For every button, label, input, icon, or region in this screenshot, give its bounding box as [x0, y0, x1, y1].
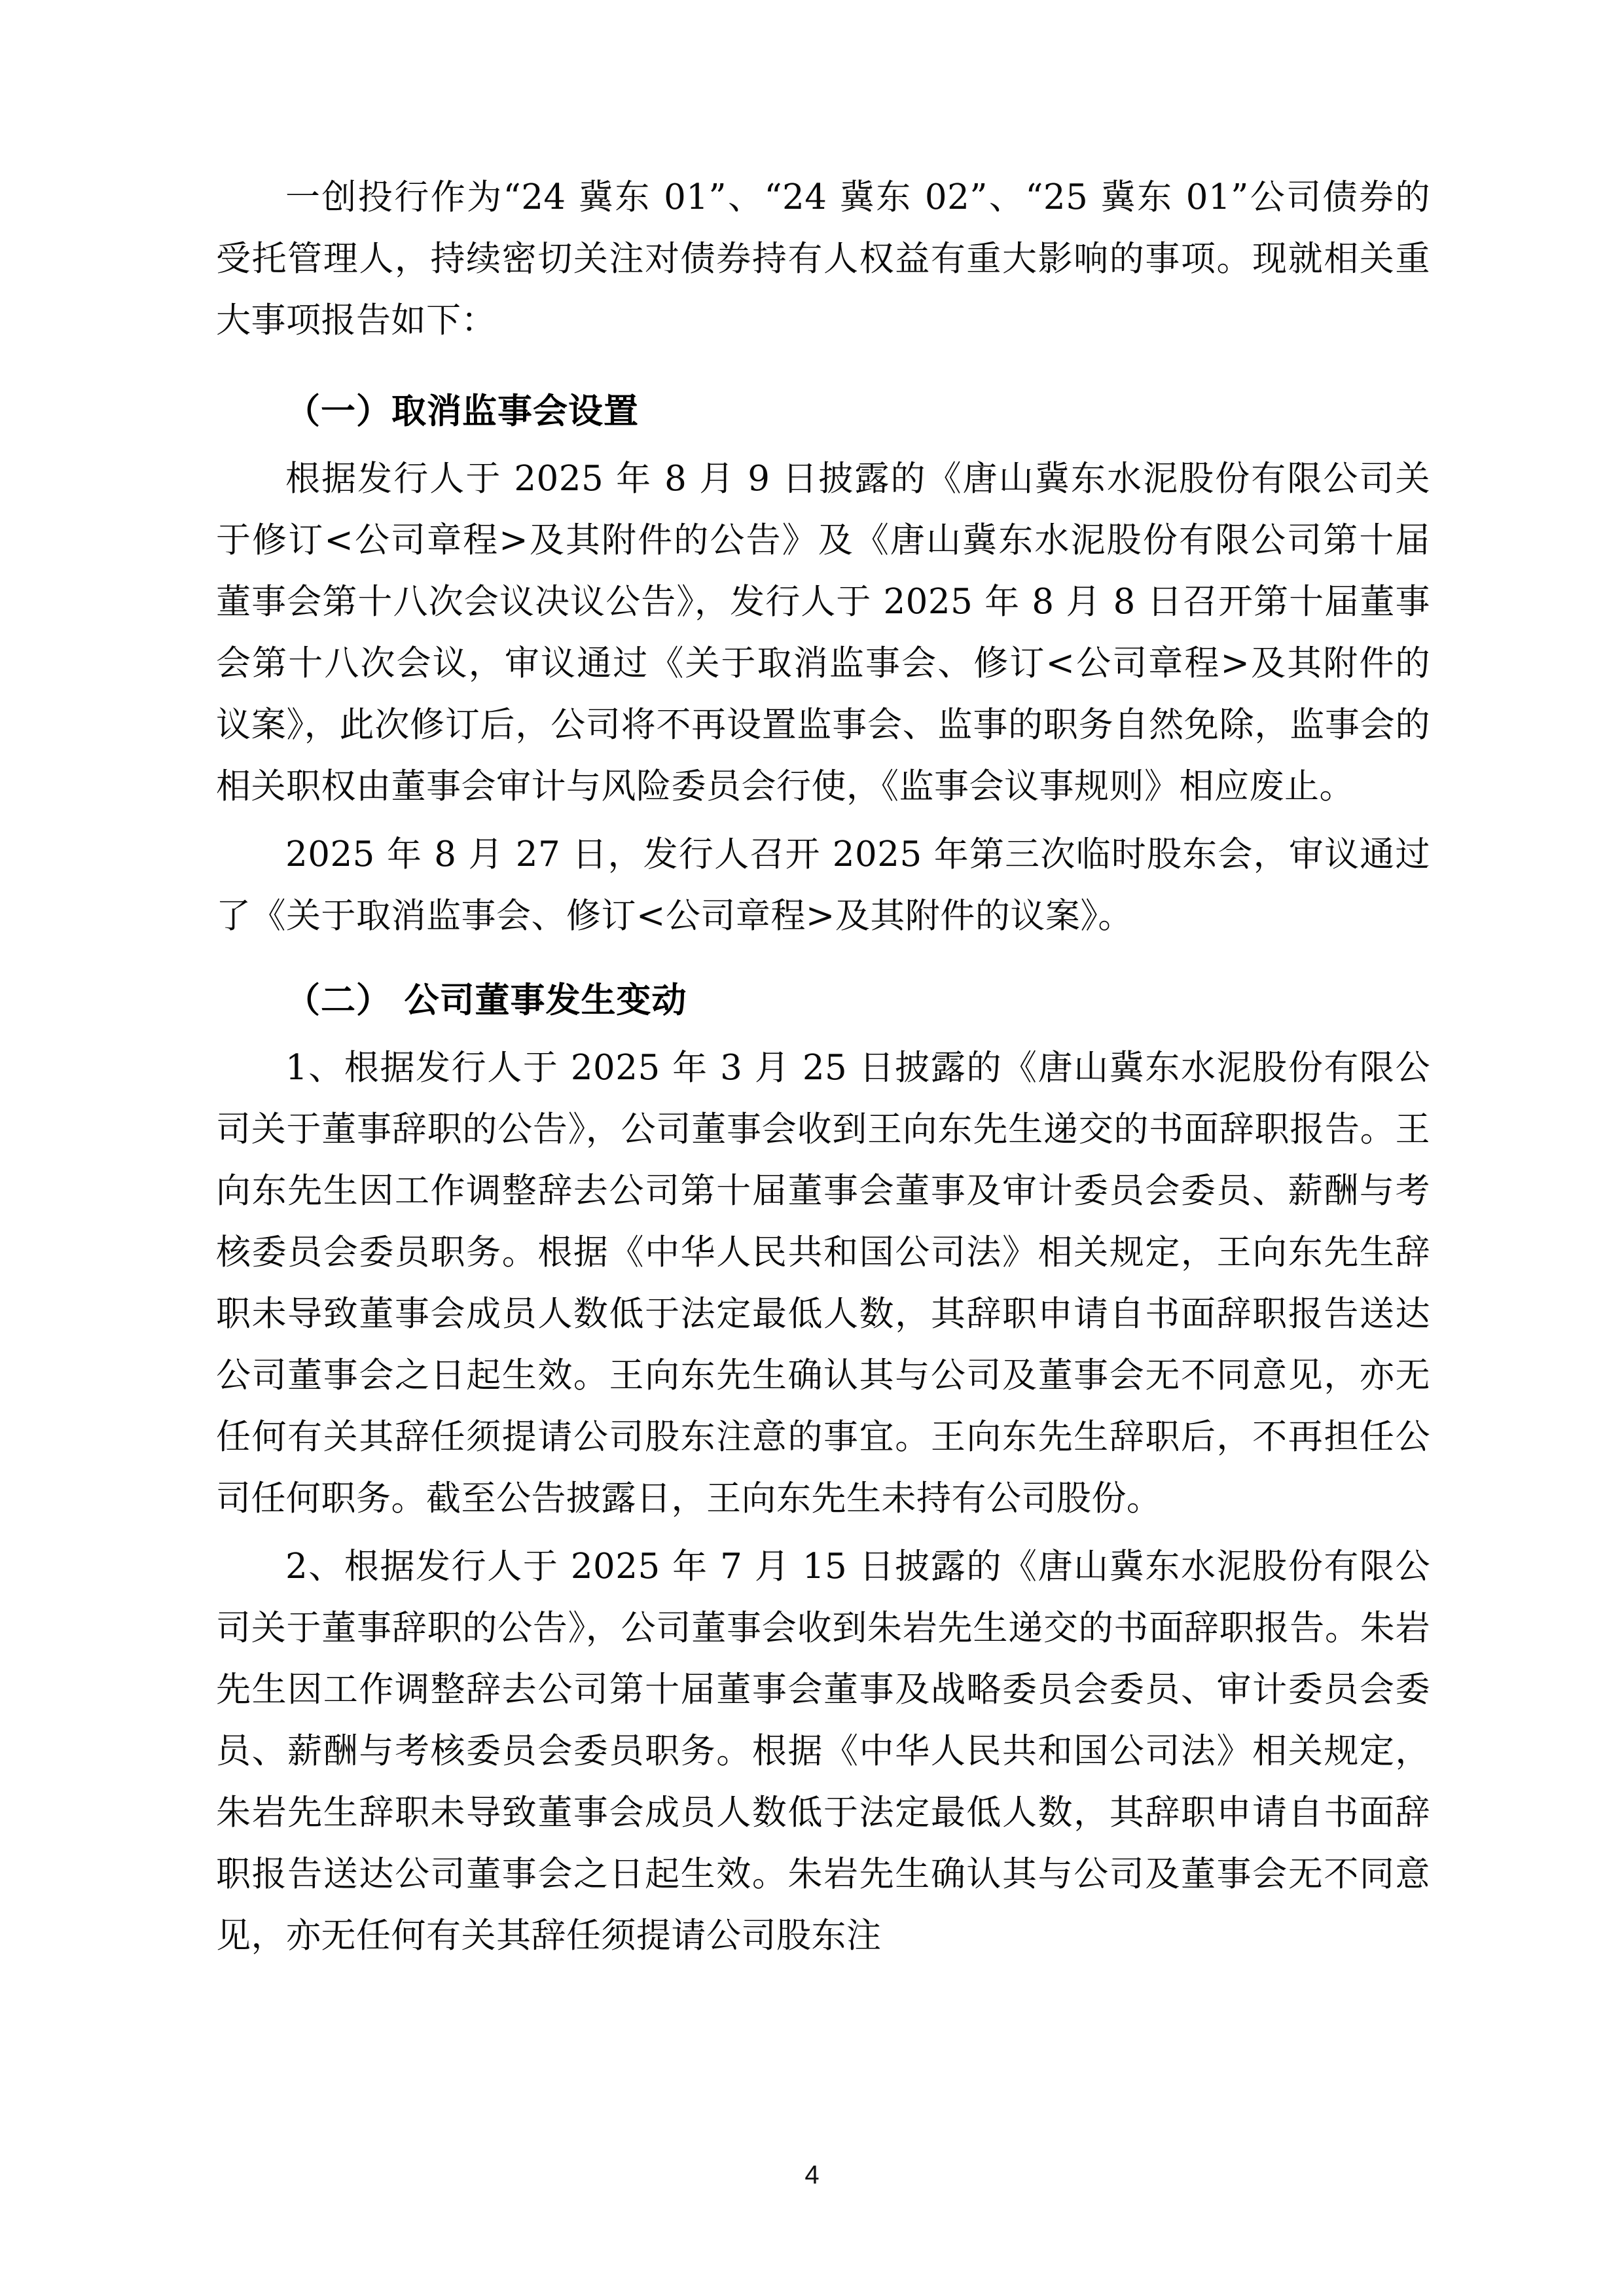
page-content	[216, 167, 1430, 1973]
intro-paragraph: 一创投行作为“24 冀东 01”、“24 冀东 02”、“25 冀东 01”公司债券的受托管理人，持续密切关注对债券持有人权益有重大影响的事项。现就相关重大事项报告如下：	[216, 177, 1430, 340]
page-number-footer: 4	[804, 2161, 820, 2189]
section-one-paragraph-2: 2025 年 8 月 27 日，发行人召开 2025 年第三次临时股东会，审议通过了《关于取消监事会、修订<公司章程>及其附件的议案》。	[216, 834, 1430, 936]
section-heading-two: （二） 公司董事发生变动	[285, 980, 687, 1020]
section-two-paragraph-2: 2、根据发行人于 2025 年 7 月 15 日披露的《唐山冀东水泥股份有限公司关于董事辞职的公告》，公司董事会收到朱岩先生递交的书面辞职报告。朱岩先生因工作调整辞去公司第十届董事会董事及战略委员会委员、审计委员会委员、薪酬与考核委员会委员职务。根据《中华人民共和国公司法》相关规定，朱岩先生辞职未导致董事会成员人数低于法定最低人数，其辞职申请自书面辞职报告送达公司董事会之日起生效。朱岩先生确认其与公司及董事会无不同意见，亦无任何有关其辞任须提请公司股东注	[216, 1547, 1430, 1956]
spacer	[216, 358, 1430, 372]
spacer	[216, 954, 1430, 961]
section-two-paragraph-1: 1、根据发行人于 2025 年 3 月 25 日披露的《唐山冀东水泥股份有限公司关于董事辞职的公告》，公司董事会收到王向东先生递交的书面辞职报告。王向东先生因工作调整辞去公司第十届董事会董事及审计委员会委员、薪酬与考核委员会委员职务。根据《中华人民共和国公司法》相关规定，王向东先生辞职未导致董事会成员人数低于法定最低人数，其辞职申请自书面辞职报告送达公司董事会之日起生效。王向东先生确认其与公司及董事会无不同意见，亦无任何有关其辞任须提请公司股东注意的事宜。王向东先生辞职后，不再担任公司任何职务。截至公告披露日，王向东先生未持有公司股份。	[216, 1048, 1430, 1518]
section-one-paragraph-1: 根据发行人于 2025 年 8 月 9 日披露的《唐山冀东水泥股份有限公司关于修订<公司章程>及其附件的公告》及《唐山冀东水泥股份有限公司第十届董事会第十八次会议决议公告》，发行人于 2025 年 8 月 8 日召开第十届董事会第十八次会议，审议通过《关于取消监事会、修订<公司章程>及其附件的议案》，此次修订后，公司将不再设置监事会、监事的职务自然免除，监事会的相关职权由董事会审计与风险委员会行使，《监事会议事规则》相应废止。	[216, 459, 1430, 806]
section-heading-one: （一）取消监事会设置	[285, 391, 639, 431]
